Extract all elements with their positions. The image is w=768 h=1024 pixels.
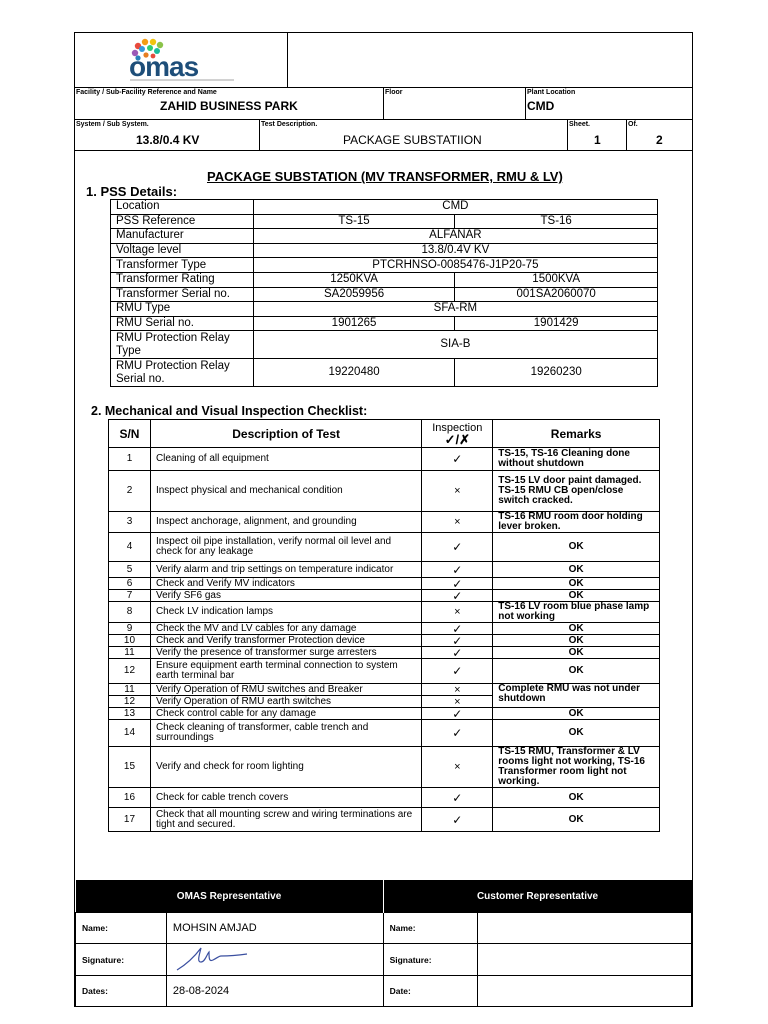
row-sn: 6 <box>109 578 151 590</box>
checklist-row <box>109 602 660 623</box>
checklist-row <box>109 635 660 647</box>
pss-row-label: Transformer Serial no. <box>111 287 254 302</box>
date-value: 28-08-2024 <box>166 976 383 1007</box>
system-value: 13.8/0.4 KV <box>136 133 200 147</box>
row-sn: 17 <box>109 808 151 832</box>
checklist-row <box>109 684 660 696</box>
row-inspection-mark: ✓ <box>422 788 493 808</box>
row-remarks: TS-16 RMU room door holding lever broken. <box>493 512 660 533</box>
of-label: Of. <box>628 121 638 128</box>
checklist-row <box>109 562 660 578</box>
row-sn: 12 <box>109 696 151 708</box>
row-inspection-mark: ✓ <box>422 578 493 590</box>
pss-row-label: Transformer Rating <box>111 272 254 287</box>
pss-row-label: Location <box>111 200 254 215</box>
col-header-sn: S/N <box>109 420 151 448</box>
row-description: Inspect physical and mechanical condition <box>150 471 421 512</box>
row-sn: 5 <box>109 562 151 578</box>
row-description: Check for cable trench covers <box>150 788 421 808</box>
checklist-row <box>109 808 660 832</box>
pss-row-value-ts15: TS-15 <box>253 214 455 229</box>
omas-representative-header: OMAS Representative <box>76 880 384 913</box>
customer-representative-header: Customer Representative <box>383 880 691 913</box>
row-remarks: OK <box>493 590 660 602</box>
row-remarks: OK <box>493 708 660 720</box>
header-divider <box>287 32 288 87</box>
row-description: Ensure equipment earth terminal connection to system earth terminal bar <box>150 659 421 684</box>
pss-row <box>111 316 658 331</box>
pss-row <box>111 359 658 387</box>
plant-location-label: Plant Location <box>527 89 576 96</box>
signature-label: Signature: <box>76 944 167 976</box>
pss-row-value: CMD <box>253 200 657 215</box>
row-remarks: OK <box>493 578 660 590</box>
row-description: Verify Operation of RMU earth switches <box>150 696 421 708</box>
customer-signature-value <box>478 944 692 976</box>
plant-location-value: CMD <box>527 99 555 113</box>
row-sn: 9 <box>109 623 151 635</box>
checklist-row <box>109 788 660 808</box>
row-inspection-mark: ✓ <box>422 448 493 471</box>
row-description: Check the MV and LV cables for any damage <box>150 623 421 635</box>
checklist-row <box>109 747 660 788</box>
customer-name-label: Name: <box>383 913 478 944</box>
checklist-row <box>109 471 660 512</box>
pss-row-value: SIA-B <box>253 331 657 359</box>
pss-row-value-ts16: TS-16 <box>455 214 658 229</box>
row-sn: 8 <box>109 602 151 623</box>
header-divider <box>259 119 260 150</box>
pss-details-table <box>110 199 658 387</box>
header-divider <box>74 119 693 120</box>
pss-row <box>111 243 658 258</box>
pss-row-value-ts16: 19260230 <box>455 359 658 387</box>
pss-heading: 1. PSS Details: <box>86 184 178 199</box>
header-divider <box>626 119 627 150</box>
pss-row-label: RMU Protection Relay Serial no. <box>111 359 254 387</box>
inspection-checklist-table <box>108 419 660 832</box>
checklist-row <box>109 659 660 684</box>
row-inspection-mark: × <box>422 684 493 696</box>
svg-text:omas: omas <box>129 51 199 82</box>
pss-row-value-ts16: 1500KVA <box>455 272 658 287</box>
pss-row-value: PTCRHNSO-0085476-J1P20-75 <box>253 258 657 273</box>
row-description: Verify alarm and trip settings on temperature indicator <box>150 562 421 578</box>
checklist-heading: 2. Mechanical and Visual Inspection Checklist: <box>91 404 368 418</box>
row-inspection-mark: ✓ <box>422 562 493 578</box>
facility-label: Facility / Sub-Facility Reference and Name <box>76 89 217 96</box>
row-description: Check LV indication lamps <box>150 602 421 623</box>
pss-row-label: RMU Protection Relay Type <box>111 331 254 359</box>
checklist-row <box>109 720 660 747</box>
dates-label: Dates: <box>76 976 167 1007</box>
signature-table <box>75 880 692 1007</box>
pss-row-value-ts16: 1901429 <box>455 316 658 331</box>
sheet-label: Sheet. <box>569 121 591 128</box>
row-sn: 10 <box>109 635 151 647</box>
document-title: PACKAGE SUBSTATION (MV TRANSFORMER, RMU & LV) <box>207 169 563 184</box>
row-description: Inspect oil pipe installation, verify normal oil level and check for any leakage <box>150 533 421 562</box>
checklist-row <box>109 578 660 590</box>
row-description: Inspect anchorage, alignment, and grounding <box>150 512 421 533</box>
checklist-row <box>109 448 660 471</box>
header-divider <box>74 150 693 151</box>
row-description: Verify SF6 gas <box>150 590 421 602</box>
checklist-row <box>109 533 660 562</box>
row-remarks: OK <box>493 808 660 832</box>
row-remarks: OK <box>493 635 660 647</box>
row-description: Verify and check for room lighting <box>150 747 421 788</box>
row-sn: 11 <box>109 684 151 696</box>
row-description: Cleaning of all equipment <box>150 448 421 471</box>
pss-row-value-ts16: 001SA2060070 <box>455 287 658 302</box>
row-description: Verify Operation of RMU switches and Breaker <box>150 684 421 696</box>
pss-row <box>111 272 658 287</box>
row-inspection-mark: ✓ <box>422 708 493 720</box>
row-inspection-mark: ✓ <box>422 533 493 562</box>
row-inspection-mark: × <box>422 696 493 708</box>
row-remarks: TS-15, TS-16 Cleaning done without shutdown <box>493 448 660 471</box>
row-description: Check that all mounting screw and wiring terminations are tight and secured. <box>150 808 421 832</box>
col-header-description: Description of Test <box>150 420 421 448</box>
pss-row <box>111 331 658 359</box>
test-description-label: Test Description. <box>261 121 318 128</box>
row-inspection-mark: × <box>422 512 493 533</box>
checklist-row <box>109 647 660 659</box>
customer-name-value <box>478 913 692 944</box>
pss-row <box>111 258 658 273</box>
pss-row <box>111 287 658 302</box>
row-inspection-mark: × <box>422 602 493 623</box>
row-sn: 12 <box>109 659 151 684</box>
sheet-value: 1 <box>594 133 601 147</box>
pss-row <box>111 214 658 229</box>
row-sn: 4 <box>109 533 151 562</box>
row-remarks: OK <box>493 533 660 562</box>
floor-label: Floor <box>385 89 403 96</box>
col-header-inspection: Inspection ✓/✗ <box>422 420 493 448</box>
signature-value <box>166 944 383 976</box>
row-remarks: Complete RMU was not under shutdown <box>493 684 660 708</box>
pss-row <box>111 229 658 244</box>
pss-row-label: RMU Serial no. <box>111 316 254 331</box>
row-description: Check and Verify transformer Protection device <box>150 635 421 647</box>
row-inspection-mark: ✓ <box>422 647 493 659</box>
row-remarks: TS-16 LV room blue phase lamp not working <box>493 602 660 623</box>
checklist-row <box>109 708 660 720</box>
row-sn: 1 <box>109 448 151 471</box>
col-header-remarks: Remarks <box>493 420 660 448</box>
row-sn: 2 <box>109 471 151 512</box>
of-value: 2 <box>656 133 663 147</box>
name-label: Name: <box>76 913 167 944</box>
system-label: System / Sub System. <box>76 121 149 128</box>
pss-row-value: ALFANAR <box>253 229 657 244</box>
pss-row-value-ts15: SA2059956 <box>253 287 455 302</box>
pss-row-label: PSS Reference <box>111 214 254 229</box>
row-sn: 7 <box>109 590 151 602</box>
row-inspection-mark: ✓ <box>422 623 493 635</box>
row-remarks: OK <box>493 562 660 578</box>
row-inspection-mark: ✓ <box>422 720 493 747</box>
row-description: Check and Verify MV indicators <box>150 578 421 590</box>
pss-row <box>111 200 658 215</box>
row-description: Check control cable for any damage <box>150 708 421 720</box>
customer-signature-label: Signature: <box>383 944 478 976</box>
pss-row-value-ts15: 1901265 <box>253 316 455 331</box>
row-sn: 3 <box>109 512 151 533</box>
name-value: MOHSIN AMJAD <box>166 913 383 944</box>
header-divider <box>525 87 526 119</box>
row-description: Verify the presence of transformer surge arresters <box>150 647 421 659</box>
row-sn: 15 <box>109 747 151 788</box>
row-inspection-mark: ✓ <box>422 808 493 832</box>
row-remarks: OK <box>493 623 660 635</box>
checklist-row <box>109 623 660 635</box>
company-logo <box>126 36 238 84</box>
facility-value: ZAHID BUSINESS PARK <box>160 99 298 113</box>
pss-row-label: Manufacturer <box>111 229 254 244</box>
row-inspection-mark: × <box>422 471 493 512</box>
header-divider <box>383 87 384 119</box>
row-sn: 11 <box>109 647 151 659</box>
pss-row-label: Voltage level <box>111 243 254 258</box>
row-inspection-mark: ✓ <box>422 590 493 602</box>
handwritten-signature <box>173 944 253 972</box>
row-remarks: OK <box>493 647 660 659</box>
customer-date-label: Date: <box>383 976 478 1007</box>
customer-date-value <box>478 976 692 1007</box>
row-remarks: OK <box>493 720 660 747</box>
pss-row-value: 13.8/0.4V KV <box>253 243 657 258</box>
header-divider <box>567 119 568 150</box>
row-sn: 13 <box>109 708 151 720</box>
row-remarks: TS-15 LV door paint damaged. TS-15 RMU CB open/close switch cracked. <box>493 471 660 512</box>
row-remarks: OK <box>493 659 660 684</box>
pss-row-value-ts15: 1250KVA <box>253 272 455 287</box>
row-sn: 16 <box>109 788 151 808</box>
checklist-row <box>109 590 660 602</box>
row-inspection-mark: ✓ <box>422 659 493 684</box>
pss-row-label: RMU Type <box>111 302 254 317</box>
pss-row <box>111 302 658 317</box>
row-remarks: TS-15 RMU, Transformer & LV rooms light not working, TS-16 Transformer room light not working. <box>493 747 660 788</box>
row-remarks: OK <box>493 788 660 808</box>
row-sn: 14 <box>109 720 151 747</box>
test-description-value: PACKAGE SUBSTATIION <box>343 133 482 147</box>
row-inspection-mark: ✓ <box>422 635 493 647</box>
pss-row-value: SFA-RM <box>253 302 657 317</box>
pss-row-label: Transformer Type <box>111 258 254 273</box>
row-description: Check cleaning of transformer, cable trench and surroundings <box>150 720 421 747</box>
checklist-row <box>109 512 660 533</box>
pss-row-value-ts15: 19220480 <box>253 359 455 387</box>
row-inspection-mark: × <box>422 747 493 788</box>
